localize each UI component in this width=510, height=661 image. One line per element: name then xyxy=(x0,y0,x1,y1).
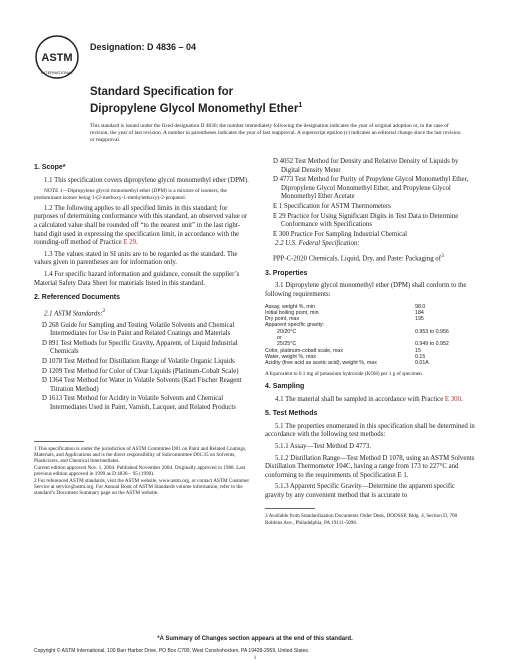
designation: Designation: D 4836 – 04 xyxy=(90,42,197,52)
ref-item: D 4052 Test Method for Density and Relative Density of Liquids by Digital Density Meter xyxy=(273,158,459,174)
para-1-3: 1.3 The values stated in SI units are to be regarded as the standard. The values given in parentheses are for information only. xyxy=(34,250,238,267)
para-1-4: 1.4 For specific hazard information and guidance, consult the supplier’s Material Safety Data Sheet for materials listed in this standard. xyxy=(34,270,240,287)
summary-notice: *A Summary of Changes section appears at the end of this standard. xyxy=(157,636,353,642)
page-number: 1 xyxy=(253,656,257,661)
section-refs-heading: 2. Referenced Documents xyxy=(34,294,120,302)
para-4-1: 4.1 The material shall be sampled in accordance with Practice E 300. xyxy=(275,395,463,403)
svg-text:INTERNATIONAL: INTERNATIONAL xyxy=(41,70,73,75)
requirement-label: Initial boiling point, min xyxy=(265,309,319,316)
link-e29[interactable]: E 29 xyxy=(123,239,136,247)
requirement-label: Water, weight %, max xyxy=(265,353,317,360)
ref-item: E 1 Specification for ASTM Thermometers xyxy=(273,202,391,210)
requirement-value: 184 xyxy=(415,309,424,316)
section-sampling-heading: 4. Sampling xyxy=(265,382,305,390)
requirement-value: 0.949 to 0.952 xyxy=(415,341,449,348)
requirement-value: 0.15 xyxy=(415,353,426,360)
right-column xyxy=(265,158,475,526)
footnote-divider xyxy=(34,441,84,442)
para-5-1-3: 5.1.3 Apparent Specific Gravity—Determine the apparent specific gravity by any convenient method that is accurate to xyxy=(265,483,456,499)
requirement-row xyxy=(265,360,475,366)
requirement-label: 20/20°C xyxy=(277,328,297,335)
copyright: Copyright © ASTM International, 100 Barr Harbor Drive, PO Box C700, West Conshohocken, PA 19428-2959, United States. xyxy=(34,648,310,654)
requirement-label: Color, platinum-cobalt scale, max xyxy=(265,347,344,354)
requirement-value: 0.01A xyxy=(415,360,429,367)
left-column xyxy=(34,158,250,497)
requirement-value: 0.953 to 0.956 xyxy=(415,328,449,335)
requirement-value: 195 xyxy=(415,316,424,323)
ref-ppp: PPP-C-2020 Chemicals, Liquid, Dry, and Paste: Packaging $of^3$ xyxy=(273,252,444,263)
ref-item: E 29 Practice for Using Significant Digits in Test Data to Determine Conformance with Specifications xyxy=(273,212,459,229)
requirement-label: Dry point, max xyxy=(265,316,300,323)
requirement-label: Apparent specific gravity: xyxy=(265,322,325,329)
para-2-2: 2.2 U.S. Federal Specification: xyxy=(275,240,360,248)
ref-item: D 1364 Test Method for Water in Volatile Solvents (Karl Fischer Reagent Titration Method) xyxy=(42,377,242,393)
requirements-footnote: A Equivalent to 0.1 mg of potassium hydroxide (KOH) per 1 g of specimen. xyxy=(265,370,424,377)
para-2-1: 2.1 ASTM Standards:$^2$ xyxy=(44,307,106,317)
ref-item: D 891 Test Methods for Specific Gravity, Apparent, of Liquid Industrial Chemicals xyxy=(42,339,238,356)
requirement-label: Assay, weight %, min xyxy=(265,303,315,310)
footnote-divider xyxy=(265,508,315,509)
ref-item: E 300 Practice For Sampling Industrial Chemical xyxy=(273,230,408,238)
section-scope-heading: 1. Scope* xyxy=(34,164,66,171)
requirement-label: or xyxy=(277,335,282,342)
ref-item: D 1613 Test Method for Acidity in Volatile Solvents and Chemical Intermediates Used in Paint, Varnish, Lacquer, and Related Products xyxy=(42,395,236,411)
section-properties-heading: 3. Properties xyxy=(265,269,308,277)
para-3-1: 3.1 Dipropylene glycol monomethyl ether (DPM) shall conform to the following requirements: xyxy=(265,282,467,298)
para-5-1-1: 5.1.1 Assay—Test Method D 4773. xyxy=(275,442,371,450)
requirement-value: 15 xyxy=(415,347,421,354)
document-title xyxy=(90,86,302,116)
note-1: NOTE 1—Dipropylene glycol monomethyl ether (DPM) is a mixture of isomers, the predominant isomer being 1-(2-methoxy-1-methylethoxy)-2-propanol. xyxy=(34,188,227,201)
ref-item: D 268 Guide for Sampling and Testing Volatile Solvents and Chemical Intermediates for Use in Paint and Related Coatings and Materials xyxy=(42,321,235,338)
footnote-1: 1 This specification is under the jurisdiction of ASTM Committee D01 on Paint and Related Coatings, Materials, and Applications and is the direct responsibility of Subcommittee D01.35 on Solvents, Plasticizers, and Chemical Intermediates. xyxy=(34,445,247,465)
astm-logo xyxy=(34,34,80,80)
para-1-1: 1.1 This specification covers dipropylene glycol monomethyl ether (DPM). xyxy=(44,176,249,184)
footnote-1b: Current edition approved Nov. 1, 2004. Published November 2004. Originally approved in 1988. Last previous edition approved in 1999 as D 4836 – 95 (1999). xyxy=(34,464,246,478)
ref-item: D 1078 Test Method for Distillation Range of Volatile Organic Liquids xyxy=(42,357,235,365)
requirement-label: 25/25°C xyxy=(277,341,297,348)
para-5-1-2: 5.1.2 Distillation Range—Test Method D 1078, using an ASTM Solvents Distillation Thermometer 104C, having a range from 173 to 227°C and conforming to the requirements of Specification E 1. xyxy=(265,454,475,479)
requirements-table xyxy=(265,304,475,367)
title-line1: Standard Specification for xyxy=(90,86,234,98)
section-test-heading: 5. Test Methods xyxy=(265,410,318,418)
footnote-3: 3 Available from Standardization Documents Order Desk, DODSSP, Bldg. 4, Section D, 700 Robbins Ave., Philadelphia, PA 19111-5098. xyxy=(265,513,458,526)
issuance-notice: This standard is issued under the fixed designation D 4836; the number immediately following the designation indicates the year of original adoption or, in the case of revision, the year of last revision. A number in parentheses indicates the year of last reapproval. A superscript epsilon (ε) indicates an editorial change since the last revision or reapproval. xyxy=(90,123,461,143)
ref-item: D 4773 Test Method for Purity of Propylene Glycol Monomethyl Ether, Dipropylene Glycol Monomethyl Ether, and Propylene Glycol Monomethyl Ether Acetate xyxy=(273,176,469,201)
para-1-2: 1.2 The following applies to all specified limits in this standard; for purposes of determining conformance with this standard, an observed value or a calculated value shall be rounded off “to the nearest unit” in the last right-hand digit used in expressing the specification limit, in accordance with the rounding-off method of Practice E 29. xyxy=(34,204,248,247)
requirement-label: Acidity (free acid as acetic acid), weight %, max xyxy=(265,360,377,367)
para-5-1: 5.1 The properties enumerated in this specification shall be determined in accordance with the following test methods: xyxy=(265,422,475,439)
link-e300[interactable]: E 300 xyxy=(444,395,461,403)
title-line2: Dipropylene Glycol Monomethyl Ether$^1$ xyxy=(90,102,303,115)
requirement-value: 98.0 xyxy=(415,303,426,310)
ref-item: D 1209 Test Method for Color of Clear Liquids (Platinum-Cobalt Scale) xyxy=(42,367,239,375)
footnote-2: 2 For referenced ASTM standards, visit the ASTM website, www.astm.org, or contact ASTM Customer Service at service@astm.org. For Annual Book of ASTM Standards volume information, refer to the standard’s Document Summary page on the ASTM website. xyxy=(34,477,250,497)
svg-text:ASTM: ASTM xyxy=(41,52,73,64)
